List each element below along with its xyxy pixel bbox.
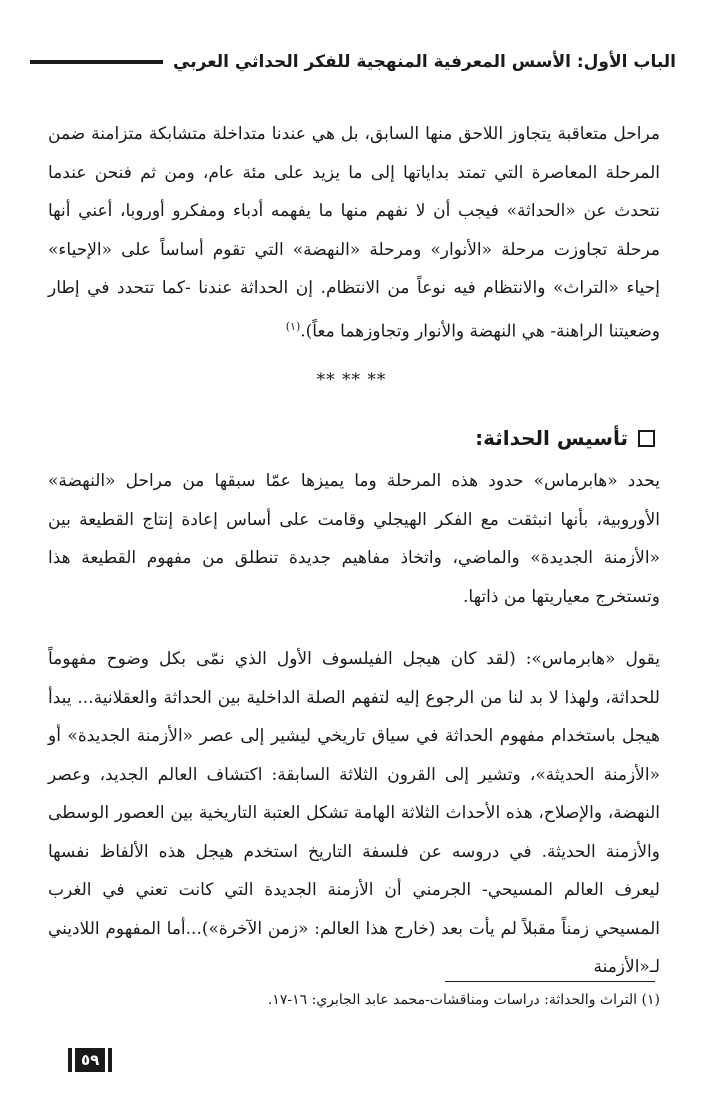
- paragraph-1-text: مراحل متعاقبة يتجاوز اللاحق منها السابق، بل هي عندنا متداخلة متشابكة متزامنة ضمن المرحلة المعاصرة التي تمتد بداياتها إلى ما يزيد على مئة عام، ومن ثم فنحن عندما نتحدث عن «الحداثة» فيجب أن لا نفهم منها ما يفهمه أدباء ومفكرو أوروبا، أعني أنها مرحلة تجاوزت مرحلة «الأنوار» ومرحلة «النهضة» التي تقوم أساساً على «الإحياء» إحياء «التراث» والانتظام فيه نوعاً من الانتظام. إن الحداثة عندنا -كما تتحدد في إطار وضعيتنا الراهنة- هي النهضة والأنوار وتجاوزهما معاً).: [48, 124, 660, 342]
- paragraph-2-text: يحدد «هابرماس» حدود هذه المرحلة وما يميزها عمّا سبقها من مراحل «النهضة» الأوروبية، بأنها انبثقت مع الفكر الهيجلي وقامت على أساس إعادة إنتاج القطيعة بين «الأزمنة الجديدة» والماضي، واتخاذ مفاهيم جديدة تنطلق من مفهوم القطيعة هذا وتستخرج معياريتها من ذاتها.: [48, 471, 660, 607]
- section-divider: ** ** **: [316, 370, 387, 390]
- footnote: (١) التراث والحداثة: دراسات ومناقشات-محمد عابد الجابري: ١٦-١٧.: [267, 992, 660, 1008]
- paragraph-3: [48, 640, 660, 987]
- header-title: الباب الأول: الأسس المعرفية المنهجية للفكر الحداثي العربي: [173, 52, 676, 72]
- section-heading-text: تأسيس الحداثة:: [475, 426, 628, 450]
- paragraph-3-text: يقول «هابرماس»: (لقد كان هيجل الفيلسوف الأول الذي نمّى بكل وضوح مفهوماً للحداثة، ولهذا لا بد لنا من الرجوع إليه لتفهم الصلة الداخلية بين الحداثة والعقلانية... يبدأ هيجل باستخدام مفهوم الحداثة في سياق تاريخي ليشير إلى عصر «الأزمنة الجديدة» أو «الأزمنة الحديثة»، وتشير إلى القرون الثلاثة السابقة: اكتشاف العالم الجديد، وعصر النهضة، والإصلاح، هذه الأحداث الثلاثة الهامة تشكل العتبة التاريخية بين العصور الوسطى والأزمنة الحديثة. في دروسه عن فلسفة التاريخ استخدم هيجل هذه الألفاظ نفسها ليعرف العالم المسيحي- الجرمني أن الأزمنة الجديدة التي كانت تعني في الغرب المسيحي زمناً مقبلاً لم يأت بعد (خارج هذا العالم: «زمن الآخرة»)...أما المفهوم اللاديني لـ«الأزمنة: [48, 649, 660, 977]
- square-bullet-icon: [638, 430, 655, 447]
- paragraph-2: [48, 462, 660, 616]
- folio-bar-left: [68, 1048, 72, 1072]
- header-rule: [30, 60, 163, 64]
- paragraph-1: [48, 115, 660, 351]
- footnote-separator: [445, 981, 655, 982]
- page-number-block: [68, 1045, 112, 1075]
- folio-bar-right: [108, 1048, 112, 1072]
- running-header: [30, 44, 676, 80]
- page-number: ٥٩: [75, 1048, 105, 1072]
- footnote-reference[interactable]: (١): [285, 319, 301, 333]
- section-heading: [400, 420, 655, 456]
